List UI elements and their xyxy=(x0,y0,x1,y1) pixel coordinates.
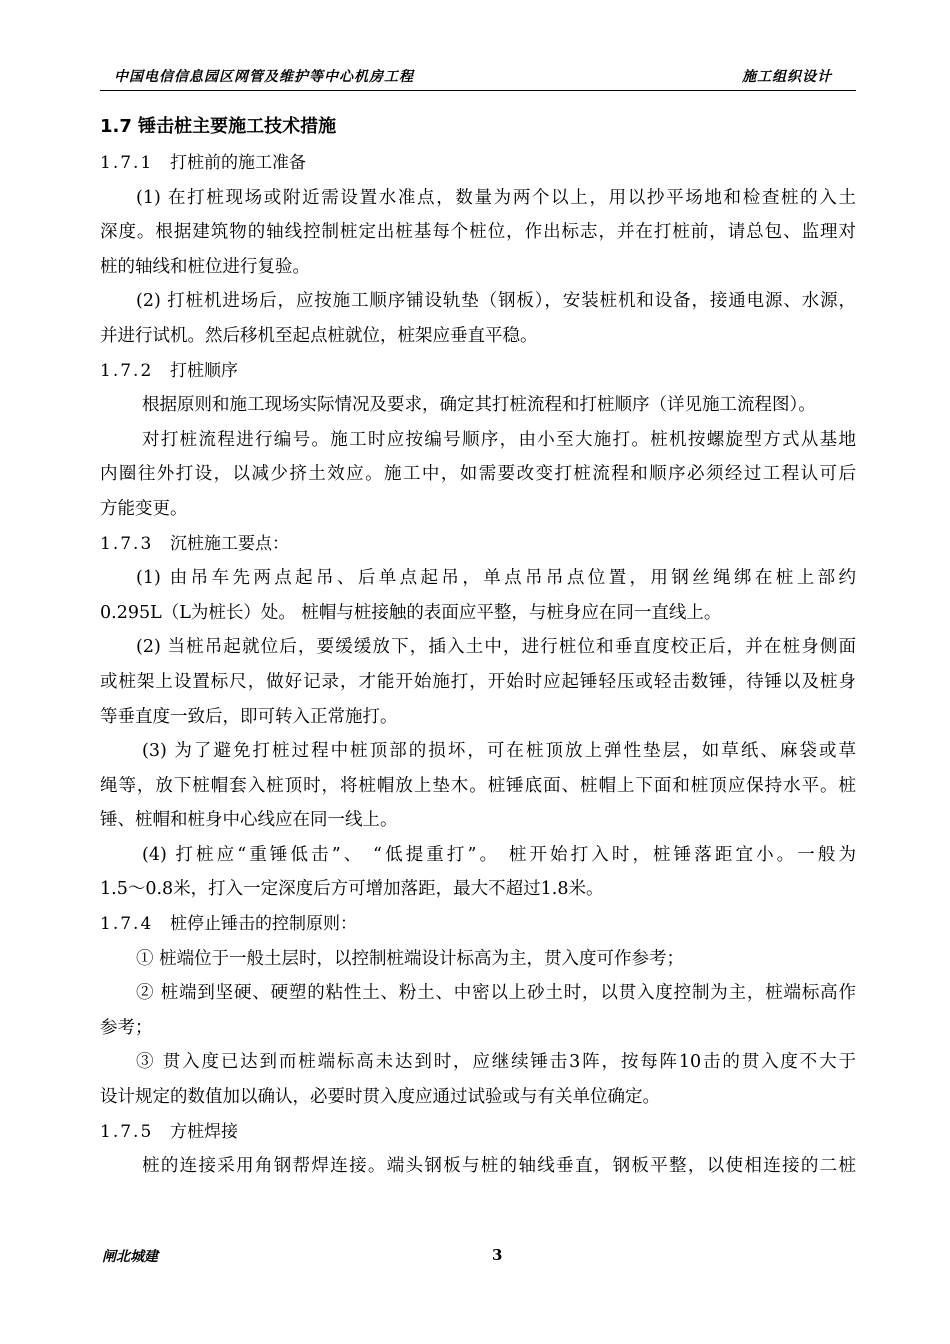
subsection-heading xyxy=(100,354,856,389)
subsection-title: 打桩前的施工准备 xyxy=(170,153,306,173)
paragraph-line: (4) 打桩应“重锤低击”、 “低提重打”。 桩开始打入时，桩锤落距宜小。一般为 xyxy=(142,844,856,865)
paragraph-line: 根据原则和施工现场实际情况及要求，确定其打桩流程和打桩顺序（详见施工流程图）。 xyxy=(142,395,816,416)
page-number: 3 xyxy=(492,1246,503,1264)
paragraph-line: (2) 当桩吊起就位后，要缓缓放下，插入土中，进行桩位和垂直度校正后，并在桩身侧面 xyxy=(136,637,856,658)
paragraph-line: 或桩架上设置标尺，做好记录，才能开始施打，开始时应起锤轻压或轻击数锤，待锤以及桩身 xyxy=(100,671,856,692)
paragraph-line: 并进行试机。然后移机至起点桩就位，桩架应垂直平稳。 xyxy=(100,325,538,346)
subsection-title: 方桩焊接 xyxy=(170,1121,238,1142)
paragraph-line: ① 桩端位于一般土层时，以控制桩端设计标高为主，贯入度可作参考； xyxy=(136,948,685,969)
subsection-heading xyxy=(100,146,856,181)
paragraph-line: 锤、桩帽和桩身中心线应在同一线上。 xyxy=(100,810,398,831)
header-document-type: 施工组织设计 xyxy=(742,69,832,85)
paragraph-line: 桩的轴线和桩位进行复验。 xyxy=(100,256,310,277)
paragraph-line: 等垂直度一致后，即可转入正常施打。 xyxy=(100,706,398,727)
paragraph-line: 深度。根据建筑物的轴线控制桩定出桩基每个桩位，作出标志，并在打桩前，请总包、监理对 xyxy=(100,222,856,243)
paragraph-line: (3) 为了避免打桩过程中桩顶部的损坏，可在桩顶放上弹性垫层，如草纸、麻袋或草 xyxy=(142,741,856,762)
paragraph-line: 内圈往外打设，以减少挤土效应。施工中，如需要改变打桩流程和顺序必须经过工程认可后 xyxy=(100,464,856,485)
subsection-number: 1.7.5 xyxy=(100,1121,154,1142)
paragraph-line: 1.5～0.8米，打入一定深度后方可增加落距，最大不超过1.8米。 xyxy=(100,879,604,900)
paragraph-line: ② 桩端到坚硬、硬塑的粘性土、粉土、中密以上砂土时，以贯入度控制为主，桩端标高作 xyxy=(136,983,856,1004)
subsection-number: 1.7.2 xyxy=(100,360,154,381)
subsection-number: 1.7.3 xyxy=(100,533,154,554)
page-header xyxy=(100,62,856,91)
subsection-heading xyxy=(100,527,856,562)
paragraph-line: (1) 由吊车先两点起吊、后单点起吊，单点吊吊点位置，用钢丝绳绑在桩上部约 xyxy=(136,568,856,589)
paragraph-line: 对打桩流程进行编号。施工时应按编号顺序，由小至大施打。桩机按螺旋型方式从基地 xyxy=(142,429,856,450)
paragraph-line: 参考； xyxy=(100,1017,153,1038)
paragraph-line: 0.295L（L为桩长）处。 桩帽与桩接触的表面应平整，与桩身应在同一直线上。 xyxy=(100,602,722,623)
paragraph-line: 设计规定的数值加以确认，必要时贯入度应通过试验或与有关单位确定。 xyxy=(100,1087,660,1108)
header-project-title: 中国电信信息园区网管及维护等中心机房工程 xyxy=(114,69,414,85)
paragraph-line: (2) 打桩机进场后，应按施工顺序铺设轨垫（钢板），安装桩机和设备，接通电源、水源， xyxy=(136,291,856,312)
subsection-title: 桩停止锤击的控制原则： xyxy=(170,914,357,935)
section-title: 1.7 锤击桩主要施工技术措施 xyxy=(100,116,337,137)
paragraph-line: 方能变更。 xyxy=(100,498,188,519)
document-body xyxy=(100,112,856,1184)
page-footer xyxy=(100,1246,856,1276)
subsection-title: 沉桩施工要点： xyxy=(170,533,289,554)
subsection-number: 1.7.4 xyxy=(100,914,154,935)
subsection-title: 打桩顺序 xyxy=(170,360,238,381)
footer-company: 闸北城建 xyxy=(102,1249,158,1265)
paragraph-line: (1) 在打桩现场或附近需设置水准点，数量为两个以上，用以抄平场地和检查桩的入土 xyxy=(136,187,856,208)
paragraph-line: 桩的连接采用角钢帮焊连接。端头钢板与桩的轴线垂直，钢板平整，以使相连接的二桩 xyxy=(142,1156,856,1177)
subsection-number: 1.7.1 xyxy=(100,153,154,173)
paragraph-line: ③ 贯入度已达到而桩端标高未达到时，应继续锤击3阵，按每阵10击的贯入度不大于 xyxy=(136,1052,856,1073)
paragraph-line: 绳等，放下桩帽套入桩顶时，将桩帽放上垫木。桩锤底面、桩帽上下面和桩顶应保持水平。桩 xyxy=(100,775,856,796)
subsection-heading xyxy=(100,907,856,942)
subsection-heading xyxy=(100,1115,856,1150)
